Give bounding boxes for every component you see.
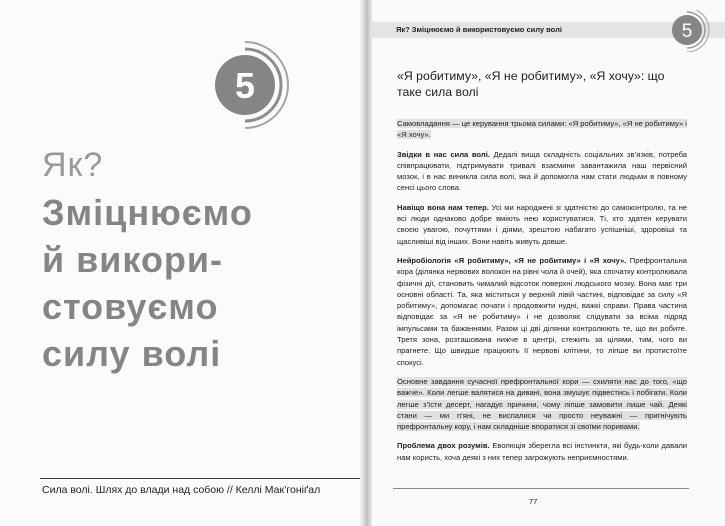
body-paragraph: [397, 202, 687, 247]
paragraph-text: Усі ми народжені зі здатністю до самоконтролю, та не всі люди однаково добре вміють нею користуватися. Ті, хто здатен керувати своєю увагою, почуттями і діями, зрештою набагато успішніші, здоровіші та щасливіші від інших. Вони навіть живуть довше.: [397, 202, 687, 246]
running-head: Як? Зміцнюємо й використовуємо силу волі: [396, 25, 562, 34]
body-paragraph: [397, 118, 687, 141]
footer-rule: [40, 478, 362, 479]
chapter-number-emblem: [205, 40, 295, 130]
chapter-title-line: й викори-: [42, 239, 224, 280]
body-paragraph: [397, 255, 687, 368]
paragraph-text: Самовладання — це керування трьома силами: «Я робитиму», «Я не робитиму» і «Я хочу».: [397, 119, 687, 140]
body-paragraph: [397, 376, 687, 432]
chapter-badge: [670, 10, 712, 52]
chapter-title: [42, 142, 342, 377]
body-paragraph: [397, 440, 687, 463]
book-gutter: [360, 0, 372, 526]
chapter-title-line: стовуємо: [42, 286, 219, 327]
paragraph-lead: Проблема двох розумів.: [397, 441, 490, 451]
paragraph-lead: Нейробіологія «Я робитиму», «Я не робитиму» і «Я хочу».: [397, 255, 627, 265]
chapter-title-line: Зміцнюємо: [42, 192, 253, 233]
chapter-title-question: Як?: [42, 146, 104, 184]
section-heading: «Я робитиму», «Я не робитиму», «Я хочу»: що таке сила волі: [397, 69, 665, 99]
page-content: [397, 68, 687, 471]
page-bottom-rule: [393, 488, 689, 489]
paragraph-text: Префронтальна кора (ділянка нервових волокон на рівні чола й очей), яка спочатку контролювала фізичні дії, становить чималий відсоток поверхні людського мозку. Вона має три основні області. Та, яка міститься у верхній лівій частині, відповідає за силу «Я робитиму», допомагає почати і продовжити нудні, важкі справи. Права частина відповідає за «Я не робитиму» і не дозволяє слідувати за всіма підряд імпульсами та бажаннями. Разом ці дві ділянки контролюють те, що ви робите. Третя зона, розташована нижче в центрі, стежить за цілями, тим, чого ви прагнете. Що швидше працюють її нервові клітини, то ліпше ви протистоїте спокусі.: [397, 255, 687, 367]
book-footer: Сила волі. Шлях до влади над собою // Келлі Мак’гоніґал: [42, 484, 321, 496]
paragraph-lead: Звідки в нас сила волі.: [397, 149, 490, 159]
paragraph-text: Еволюція зберегла всі інстинкти, які будь-коли давали нам користь, хоча деякі з них тепер загрожують неприємностями.: [397, 441, 687, 462]
body-paragraph: [397, 149, 687, 194]
paragraph-lead: Навіщо вона нам тепер.: [397, 202, 489, 212]
chapter-badge-number: 5: [681, 21, 693, 42]
chapter-number: 5: [234, 65, 256, 106]
page-number: 77: [529, 497, 538, 506]
paragraph-text: Дедалі вища складність соціальних зв’язків, потреба співпрацювати, підтримувати тривалі взаємини завантажила наш первісний мозок, і в нас виникла сила волі, яка й допомогла нам стати людьми в повному сенсі цього слова.: [397, 149, 688, 193]
chapter-title-line: силу волі: [42, 333, 222, 374]
paragraph-text: Основне завдання сучасної префронтальної кори — схиляти нас до того, «що важче». Коли легше валятися на дивані, вона змушує підвестись і побігати. Коли легше з’їсти десерт, нагадує причини, чому ліпше замовити лише чай. Деякі стани — ми п’яні, не виспалися чи просто неуважні — пригнічують префронтальну кору, і нам складніше впоратися зі своїми поривами.: [397, 376, 687, 432]
